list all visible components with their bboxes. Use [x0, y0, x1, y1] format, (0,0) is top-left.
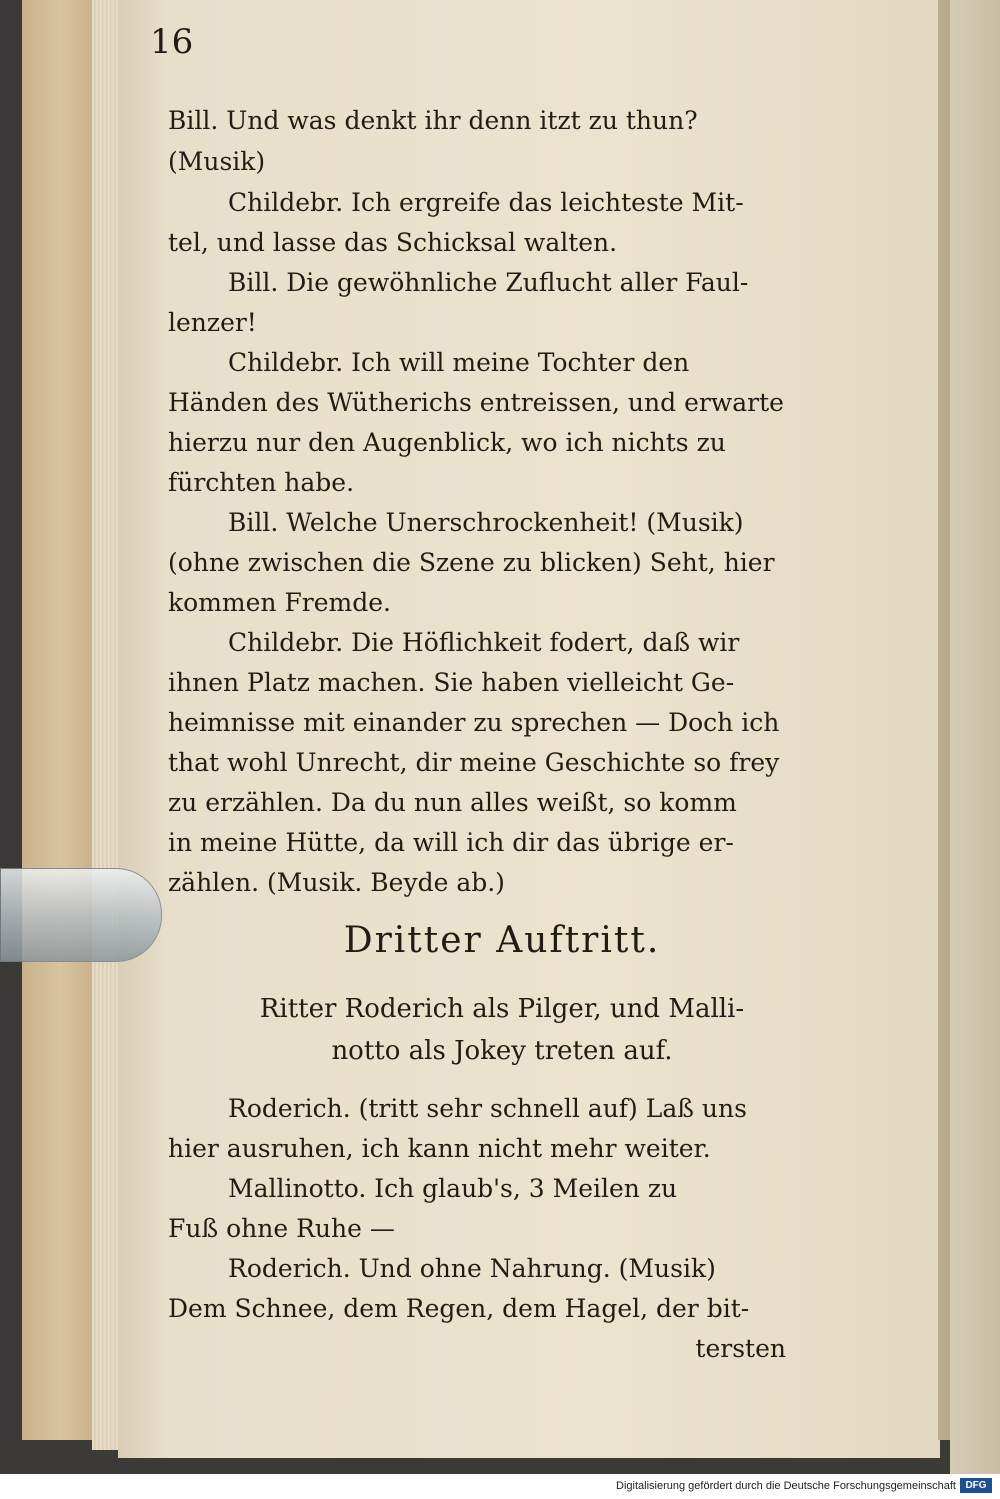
text-line: Bill. Welche Unerschrockenheit! (Musik) [228, 508, 744, 537]
page-clip [0, 868, 162, 962]
text-line: that wohl Unrecht, dir meine Geschichte so frey [168, 748, 780, 777]
text-line: (Musik) [168, 147, 266, 176]
text-line: fürchten habe. [168, 468, 355, 497]
text-line: Childebr. Ich will meine Tochter den [228, 348, 690, 377]
text-line: in meine Hütte, da will ich dir das übrige er- [168, 828, 734, 857]
text-line: Roderich. Und ohne Nahrung. (Musik) [228, 1254, 716, 1283]
text-line: Childebr. Die Höflichkeit fodert, daß wir [228, 628, 740, 657]
dfg-logo: DFG [960, 1478, 992, 1493]
stage-direction [168, 988, 836, 1072]
text-line: zu erzählen. Da du nun alles weißt, so komm [168, 788, 737, 817]
text-line: Childebr. Ich ergreife das leichteste Mit- [228, 188, 744, 217]
footer-credit: Digitalisierung gefördert durch die Deutsche Forschungsgemeinschaft [616, 1480, 956, 1492]
text-line: ihnen Platz machen. Sie haben vielleicht Ge- [168, 668, 735, 697]
text-line: zählen. (Musik. Beyde ab.) [168, 868, 505, 897]
text-line: Dem Schnee, dem Regen, dem Hagel, der bit- [168, 1294, 750, 1323]
text-line: Roderich. (tritt sehr schnell auf) Laß uns [228, 1094, 747, 1123]
adjacent-page [950, 0, 1000, 1474]
book-cover-edge [22, 0, 102, 1440]
text-line: kommen Fremde. [168, 588, 391, 617]
stage-direction-line: Ritter Roderich als Pilger, und Malli- [259, 994, 745, 1024]
page-number: 16 [150, 22, 194, 62]
text-line: Bill. Die gewöhnliche Zuflucht aller Faul- [228, 268, 749, 297]
catchword: tersten [695, 1334, 786, 1363]
text-line: Händen des Wütherichs entreissen, und erwarte [168, 388, 784, 417]
text-line: (ohne zwischen die Szene zu blicken) Seht, hier [168, 548, 775, 577]
stage-direction-line: notto als Jokey treten auf. [331, 1036, 673, 1066]
text-line: tel, und lasse das Schicksal walten. [168, 228, 618, 257]
text-line: Mallinotto. Ich glaub's, 3 Meilen zu [228, 1174, 678, 1203]
text-line: hier ausruhen, ich kann nicht mehr weiter. [168, 1134, 711, 1163]
text-line: lenzer! [168, 308, 257, 337]
right-page-edge [938, 0, 950, 1440]
text-line: Bill. Und was denkt ihr denn itzt zu thun? [168, 106, 698, 135]
text-line: hierzu nur den Augenblick, wo ich nichts zu [168, 428, 726, 457]
text-line: Fuß ohne Ruhe — [168, 1214, 395, 1243]
footer [0, 1474, 1000, 1499]
text-line: heimnisse mit einander zu sprechen — Doch ich [168, 708, 780, 737]
scene-heading: Dritter Auftritt. [343, 920, 661, 961]
